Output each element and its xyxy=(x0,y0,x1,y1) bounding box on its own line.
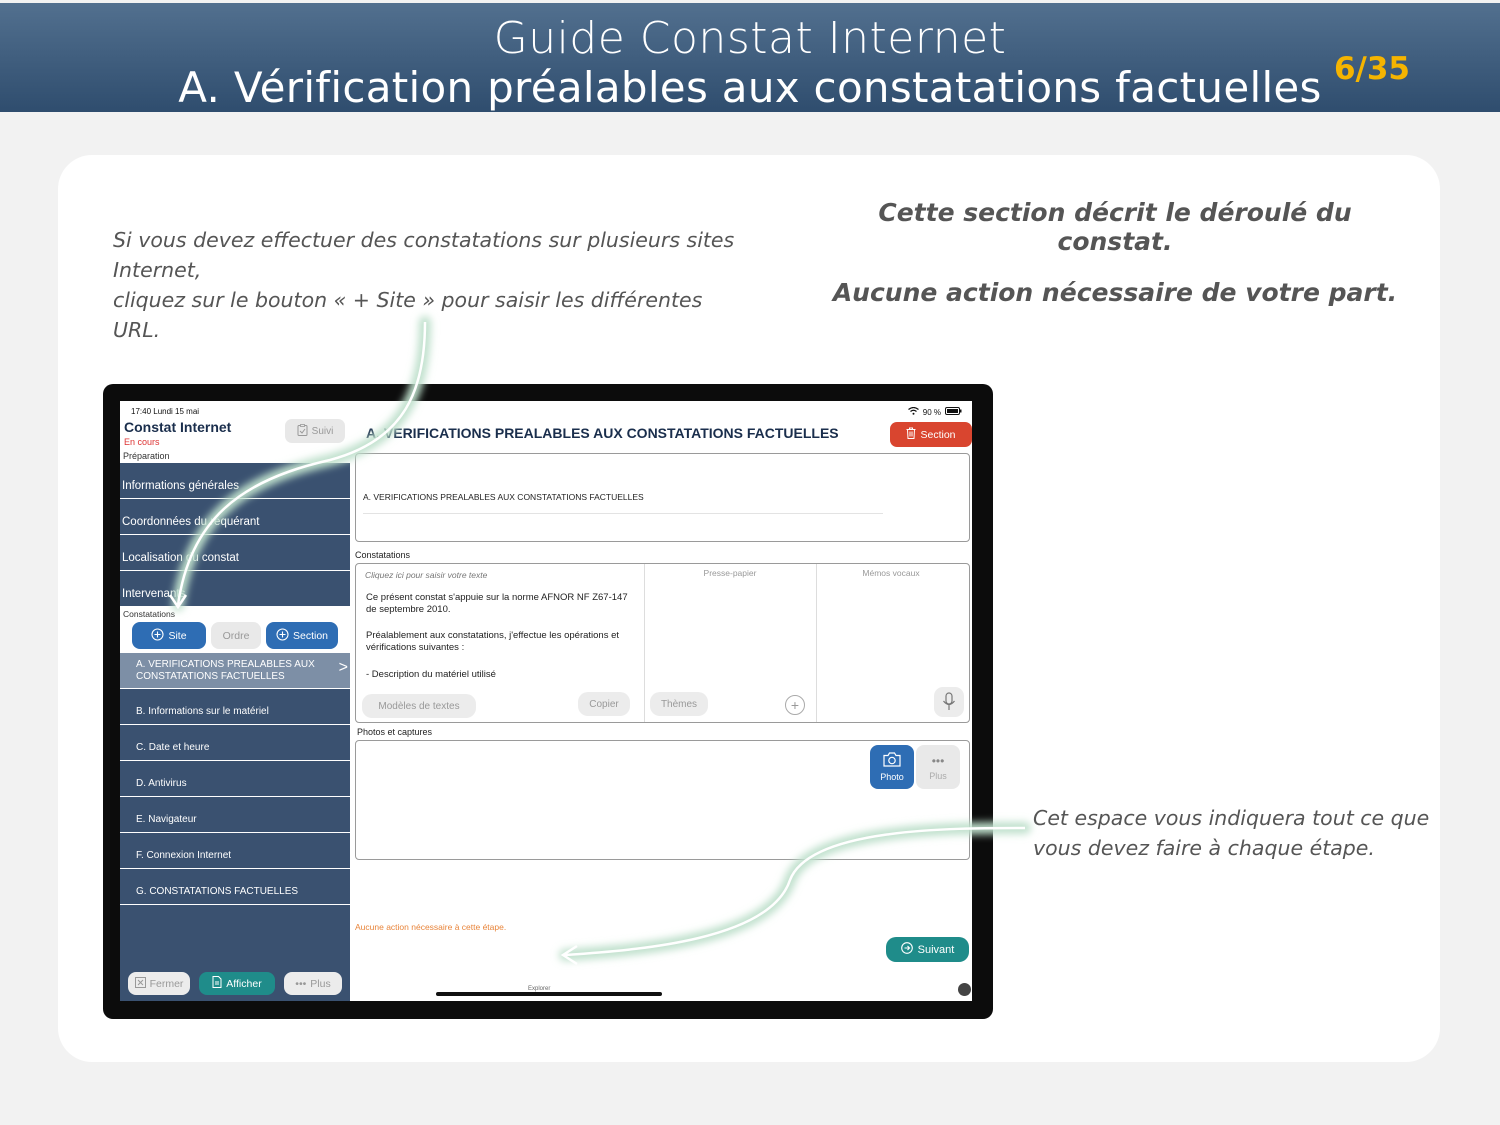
memos-header: Mémos vocaux xyxy=(862,568,920,578)
ellipsis-icon: ••• xyxy=(931,753,945,768)
nav-item-localisation-constat[interactable]: Localisation du constat xyxy=(120,535,350,571)
note-multiple-sites: Si vous devez effectuer des constatations sur plusieurs sites Internet, cliquez sur le bouton « + Site » pour saisir les différentes URL. xyxy=(113,228,735,342)
preparation-label: Préparation xyxy=(120,451,350,463)
themes-button[interactable]: Thèmes xyxy=(650,692,708,716)
trash-icon xyxy=(906,427,916,442)
status-bar-right xyxy=(908,407,962,417)
page-counter: 6/35 xyxy=(1333,51,1410,87)
nav-item-intervenants[interactable]: Intervenants xyxy=(120,571,350,607)
add-section-button[interactable]: Section xyxy=(266,622,338,649)
constatation-text-p3[interactable]: - Description du matériel utilisé xyxy=(366,669,496,680)
text-placeholder: Cliquez ici pour saisir votre texte xyxy=(365,570,488,580)
more-photo-button[interactable]: ••• Plus xyxy=(916,745,960,789)
camera-icon xyxy=(883,752,901,769)
slide-header xyxy=(0,3,1500,112)
plus-circle-icon xyxy=(276,628,289,644)
nav-item-informations-generales[interactable]: Informations générales xyxy=(120,463,350,499)
nav-item-coordonnees-requerant[interactable]: Coordonnées du requérant xyxy=(120,499,350,535)
section-item-e[interactable]: E. Navigateur xyxy=(120,797,350,833)
home-indicator xyxy=(436,992,662,996)
note-instruction-space: Cet espace vous indiquera tout ce que vous devez faire à chaque étape. xyxy=(1033,806,1430,860)
section-name-value: A. VERIFICATIONS PREALABLES AUX CONSTATATIONS FACTUELLES xyxy=(363,492,644,502)
chevron-right-icon: > xyxy=(338,659,348,676)
sidebar xyxy=(120,401,350,1001)
battery-icon xyxy=(945,407,962,417)
constat-status: En cours xyxy=(124,437,160,447)
section-item-d[interactable]: D. Antivirus xyxy=(120,761,350,797)
constatations-label: Constatations xyxy=(123,609,175,619)
app-title: Constat Internet xyxy=(124,419,232,435)
suivi-button[interactable]: Suivi xyxy=(285,419,345,443)
constatations-toolbar xyxy=(120,607,350,653)
step-instruction: Aucune action nécessaire à cette étape. xyxy=(355,922,507,932)
ellipsis-icon: ••• xyxy=(295,977,307,990)
section-item-c[interactable]: C. Date et heure xyxy=(120,725,350,761)
photo-button[interactable]: Photo xyxy=(870,745,914,789)
constatations-panel xyxy=(355,563,970,723)
section-title: A. VERIFICATIONS PREALABLES AUX CONSTATATIONS FACTUELLES xyxy=(366,425,839,441)
constatations-header: Constatations xyxy=(355,550,411,560)
photos-panel xyxy=(355,740,970,860)
constatation-text-p1[interactable]: Ce présent constat s'appuie sur la norme AFNOR NF Z67-147 de septembre 2010. xyxy=(366,592,628,615)
document-icon xyxy=(212,976,222,991)
copier-button[interactable]: Copier xyxy=(578,692,630,716)
section-item-b[interactable]: B. Informations sur le matériel xyxy=(120,689,350,725)
section-item-g[interactable]: G. CONSTATATIONS FACTUELLES xyxy=(120,869,350,905)
section-item-f[interactable]: F. Connexion Internet xyxy=(120,833,350,869)
photos-header: Photos et captures xyxy=(357,727,433,737)
battery-level: 90 % xyxy=(922,407,941,417)
section-name-field[interactable] xyxy=(355,453,970,542)
afficher-button[interactable]: Afficher xyxy=(199,972,275,995)
delete-section-button[interactable]: Section xyxy=(890,422,972,447)
app-screen xyxy=(120,401,972,1001)
status-time: 17:40 Lundi 15 mai xyxy=(131,407,200,416)
clipboard-header: Presse-papier xyxy=(703,568,757,578)
plus-menu-button[interactable]: ••• Plus xyxy=(284,972,342,995)
modeles-textes-button[interactable]: Modèles de textes xyxy=(362,694,476,718)
note-no-action: Aucune action nécessaire de votre part. xyxy=(832,278,1398,307)
note-section-description: Cette section décrit le déroulé du constat. xyxy=(878,198,1352,256)
constatation-text-p2[interactable]: Préalablement aux constatations, j'effectue les opérations et vérifications suivantes : xyxy=(366,630,620,653)
suivant-button[interactable]: Suivant xyxy=(886,937,969,962)
plus-circle-icon xyxy=(151,628,164,644)
close-box-icon xyxy=(135,977,146,991)
slide-title: Guide Constat Internet xyxy=(493,13,1007,64)
microphone-icon[interactable] xyxy=(934,687,964,717)
arrow-right-circle-icon xyxy=(901,942,913,957)
explorer-label: Explorer xyxy=(528,986,551,992)
sync-icon[interactable] xyxy=(958,983,971,996)
add-site-button[interactable]: Site xyxy=(132,622,206,649)
slide-subtitle: A. Vérification préalables aux constatations factuelles xyxy=(178,63,1322,112)
wifi-icon xyxy=(908,407,919,417)
tablet-frame xyxy=(103,384,993,1019)
add-clipboard-icon[interactable]: + xyxy=(785,695,805,715)
fermer-button[interactable]: Fermer xyxy=(128,972,190,995)
section-item-a[interactable]: A. VERIFICATIONS PREALABLES AUX CONSTATATIONS FACTUELLES > xyxy=(120,653,350,689)
clipboard-check-icon xyxy=(297,424,308,439)
ordre-button[interactable]: Ordre xyxy=(211,622,261,649)
